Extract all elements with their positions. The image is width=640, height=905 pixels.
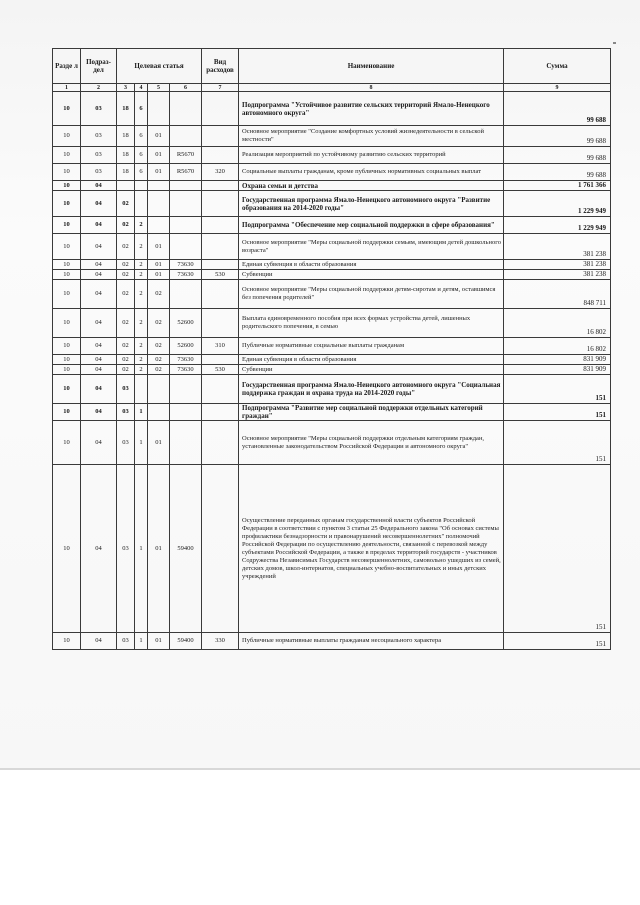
program-cell: 02 bbox=[117, 280, 135, 309]
direction-cell: 59400 bbox=[170, 633, 202, 650]
table-row bbox=[53, 404, 611, 421]
razdel-cell: 10 bbox=[53, 355, 81, 365]
podrazdel-cell: 04 bbox=[81, 375, 117, 404]
expense-type-cell bbox=[202, 147, 239, 164]
table-row bbox=[53, 270, 611, 280]
razdel-cell: 10 bbox=[53, 191, 81, 217]
podrazdel-cell: 04 bbox=[81, 421, 117, 465]
activity-cell: 02 bbox=[148, 355, 170, 365]
podrazdel-cell: 04 bbox=[81, 280, 117, 309]
scan-mark bbox=[613, 42, 616, 44]
program-cell: 02 bbox=[117, 309, 135, 338]
direction-cell: 73630 bbox=[170, 355, 202, 365]
activity-cell: 01 bbox=[148, 164, 170, 181]
name-cell: Охрана семьи и детства bbox=[239, 181, 504, 191]
podrazdel-cell: 03 bbox=[81, 92, 117, 126]
direction-cell: 52600 bbox=[170, 309, 202, 338]
sum-cell: 151 bbox=[504, 465, 611, 633]
sum-cell: 1 229 949 bbox=[504, 191, 611, 217]
podrazdel-cell: 04 bbox=[81, 355, 117, 365]
activity-cell: 01 bbox=[148, 421, 170, 465]
sum-cell: 1 229 949 bbox=[504, 217, 611, 234]
activity-cell bbox=[148, 404, 170, 421]
table-row bbox=[53, 191, 611, 217]
name-cell: Субвенции bbox=[239, 270, 504, 280]
expense-type-cell bbox=[202, 375, 239, 404]
col-number: 7 bbox=[202, 84, 239, 92]
expense-type-cell bbox=[202, 355, 239, 365]
sum-cell: 151 bbox=[504, 633, 611, 650]
program-cell: 18 bbox=[117, 147, 135, 164]
expense-type-cell bbox=[202, 260, 239, 270]
direction-cell: 59400 bbox=[170, 465, 202, 633]
expense-type-cell bbox=[202, 92, 239, 126]
direction-cell: R5670 bbox=[170, 164, 202, 181]
program-cell: 02 bbox=[117, 365, 135, 375]
expense-type-cell: 330 bbox=[202, 633, 239, 650]
direction-cell: R5670 bbox=[170, 147, 202, 164]
sum-cell: 151 bbox=[504, 375, 611, 404]
sum-cell: 381 238 bbox=[504, 260, 611, 270]
table-row bbox=[53, 181, 611, 191]
table-row bbox=[53, 633, 611, 650]
direction-cell: 73630 bbox=[170, 270, 202, 280]
expense-type-cell bbox=[202, 421, 239, 465]
podrazdel-cell: 03 bbox=[81, 126, 117, 147]
razdel-cell: 10 bbox=[53, 375, 81, 404]
direction-cell bbox=[170, 217, 202, 234]
subprogram-cell bbox=[135, 375, 148, 404]
col-number: 8 bbox=[239, 84, 504, 92]
name-cell: Субвенции bbox=[239, 365, 504, 375]
razdel-cell: 10 bbox=[53, 309, 81, 338]
razdel-cell: 10 bbox=[53, 181, 81, 191]
sum-cell: 381 238 bbox=[504, 234, 611, 260]
expense-type-cell bbox=[202, 280, 239, 309]
name-cell: Единая субвенция в области образования bbox=[239, 260, 504, 270]
razdel-cell: 10 bbox=[53, 147, 81, 164]
razdel-cell: 10 bbox=[53, 404, 81, 421]
table-row bbox=[53, 365, 611, 375]
table-row bbox=[53, 126, 611, 147]
expense-type-cell bbox=[202, 217, 239, 234]
activity-cell: 01 bbox=[148, 633, 170, 650]
subprogram-cell: 2 bbox=[135, 309, 148, 338]
name-cell: Основное мероприятие "Меры социальной поддержки детям-сиротам и детям, оставшимся без попечения родителей" bbox=[239, 280, 504, 309]
col-tselevaya-header: Целевая статья bbox=[117, 49, 202, 84]
direction-cell bbox=[170, 375, 202, 404]
name-cell: Государственная программа Ямало-Ненецкого автономного округа "Социальная поддержка граждан и охрана труда на 2014-2020 годы" bbox=[239, 375, 504, 404]
podrazdel-cell: 04 bbox=[81, 191, 117, 217]
activity-cell: 02 bbox=[148, 365, 170, 375]
activity-cell bbox=[148, 191, 170, 217]
direction-cell: 73630 bbox=[170, 260, 202, 270]
program-cell: 02 bbox=[117, 191, 135, 217]
podrazdel-cell: 04 bbox=[81, 338, 117, 355]
name-cell: Осуществление переданных органам государственной власти субъектов Российской Федерации в соответствии с пунктом 3 статьи 25 Федерального закона "Об основах системы профилактики безнадзорности и правонарушений несовершеннолетних" полномочий Российской Федерации по осуществлению деятельности, связанной с перевозкой между субъектами Российской Федерации, а также в пределах территорий государств - участников Содружества Независимых Государств несовершеннолетних, самовольно ушедших из семей, детских домов, школ-интернатов, специальных учебно-воспитательных и иных детских учреждений bbox=[239, 465, 504, 633]
sum-cell: 151 bbox=[504, 421, 611, 465]
razdel-cell: 10 bbox=[53, 421, 81, 465]
subprogram-cell: 2 bbox=[135, 355, 148, 365]
activity-cell: 01 bbox=[148, 260, 170, 270]
direction-cell bbox=[170, 421, 202, 465]
sum-cell: 831 909 bbox=[504, 355, 611, 365]
program-cell: 02 bbox=[117, 260, 135, 270]
subprogram-cell: 1 bbox=[135, 421, 148, 465]
name-cell: Подпрограмма "Развитие мер социальной поддержки отдельных категорий граждан" bbox=[239, 404, 504, 421]
col-number: 3 bbox=[117, 84, 135, 92]
direction-cell: 52600 bbox=[170, 338, 202, 355]
razdel-cell: 10 bbox=[53, 126, 81, 147]
razdel-cell: 10 bbox=[53, 217, 81, 234]
podrazdel-cell: 04 bbox=[81, 234, 117, 260]
table-row bbox=[53, 355, 611, 365]
subprogram-cell: 2 bbox=[135, 234, 148, 260]
header-row bbox=[53, 49, 611, 84]
podrazdel-cell: 04 bbox=[81, 270, 117, 280]
program-cell: 02 bbox=[117, 270, 135, 280]
expense-type-cell: 320 bbox=[202, 164, 239, 181]
program-cell: 03 bbox=[117, 633, 135, 650]
col-number: 2 bbox=[81, 84, 117, 92]
sum-cell: 16 802 bbox=[504, 309, 611, 338]
expense-type-cell bbox=[202, 404, 239, 421]
expense-type-cell bbox=[202, 126, 239, 147]
program-cell: 03 bbox=[117, 375, 135, 404]
col-number: 4 bbox=[135, 84, 148, 92]
razdel-cell: 10 bbox=[53, 465, 81, 633]
subprogram-cell: 2 bbox=[135, 365, 148, 375]
activity-cell bbox=[148, 375, 170, 404]
program-cell: 02 bbox=[117, 338, 135, 355]
subprogram-cell: 6 bbox=[135, 92, 148, 126]
col-vid-header: Вид расходов bbox=[202, 49, 239, 84]
direction-cell bbox=[170, 126, 202, 147]
expense-type-cell bbox=[202, 465, 239, 633]
expense-type-cell bbox=[202, 191, 239, 217]
podrazdel-cell: 04 bbox=[81, 181, 117, 191]
col-podrazdel-header: Подраз-дел bbox=[81, 49, 117, 84]
name-cell: Реализация мероприятий по устойчивому развитию сельских территорий bbox=[239, 147, 504, 164]
activity-cell bbox=[148, 181, 170, 191]
subprogram-cell bbox=[135, 191, 148, 217]
table-row bbox=[53, 260, 611, 270]
subprogram-cell: 2 bbox=[135, 280, 148, 309]
expense-type-cell: 530 bbox=[202, 365, 239, 375]
sum-cell: 151 bbox=[504, 404, 611, 421]
expense-type-cell bbox=[202, 309, 239, 338]
expense-type-cell: 530 bbox=[202, 270, 239, 280]
table-row bbox=[53, 234, 611, 260]
sum-cell: 381 238 bbox=[504, 270, 611, 280]
razdel-cell: 10 bbox=[53, 365, 81, 375]
col-number: 1 bbox=[53, 84, 81, 92]
sum-cell: 99 688 bbox=[504, 126, 611, 147]
col-number: 5 bbox=[148, 84, 170, 92]
activity-cell bbox=[148, 217, 170, 234]
podrazdel-cell: 04 bbox=[81, 217, 117, 234]
activity-cell: 01 bbox=[148, 126, 170, 147]
activity-cell: 01 bbox=[148, 234, 170, 260]
podrazdel-cell: 04 bbox=[81, 633, 117, 650]
col-razdel-header: Разде л bbox=[53, 49, 81, 84]
table-row bbox=[53, 309, 611, 338]
sum-cell: 16 802 bbox=[504, 338, 611, 355]
razdel-cell: 10 bbox=[53, 633, 81, 650]
table-row bbox=[53, 147, 611, 164]
table-row bbox=[53, 92, 611, 126]
sum-cell: 1 761 366 bbox=[504, 181, 611, 191]
table-row bbox=[53, 164, 611, 181]
podrazdel-cell: 04 bbox=[81, 465, 117, 633]
program-cell: 02 bbox=[117, 217, 135, 234]
subprogram-cell: 1 bbox=[135, 404, 148, 421]
direction-cell bbox=[170, 234, 202, 260]
table-row bbox=[53, 280, 611, 309]
sum-cell: 99 688 bbox=[504, 147, 611, 164]
name-cell: Государственная программа Ямало-Ненецкого автономного округа "Развитие образования на 2014-2020 годы" bbox=[239, 191, 504, 217]
subprogram-cell bbox=[135, 181, 148, 191]
program-cell: 18 bbox=[117, 92, 135, 126]
razdel-cell: 10 bbox=[53, 270, 81, 280]
name-cell: Основное мероприятие "Создание комфортных условий жизнедеятельности в сельской местности" bbox=[239, 126, 504, 147]
activity-cell: 01 bbox=[148, 465, 170, 633]
activity-cell: 02 bbox=[148, 309, 170, 338]
program-cell: 02 bbox=[117, 355, 135, 365]
expense-type-cell bbox=[202, 234, 239, 260]
name-cell: Публичные нормативные социальные выплаты гражданам bbox=[239, 338, 504, 355]
subprogram-cell: 2 bbox=[135, 217, 148, 234]
col-number: 6 bbox=[170, 84, 202, 92]
name-cell: Единая субвенция в области образования bbox=[239, 355, 504, 365]
name-cell: Подпрограмма "Устойчивое развитие сельских территорий Ямало-Ненецкого автономного округа" bbox=[239, 92, 504, 126]
sum-cell: 831 909 bbox=[504, 365, 611, 375]
name-cell: Основное мероприятие "Меры социальной поддержки семьям, имеющим детей дошкольного возраста" bbox=[239, 234, 504, 260]
subprogram-cell: 1 bbox=[135, 465, 148, 633]
podrazdel-cell: 03 bbox=[81, 147, 117, 164]
name-cell: Выплата единовременного пособия при всех формах устройства детей, лишенных родительского попечения, в семью bbox=[239, 309, 504, 338]
subprogram-cell: 6 bbox=[135, 164, 148, 181]
program-cell: 18 bbox=[117, 164, 135, 181]
podrazdel-cell: 04 bbox=[81, 404, 117, 421]
table-row bbox=[53, 338, 611, 355]
program-cell: 03 bbox=[117, 404, 135, 421]
podrazdel-cell: 04 bbox=[81, 260, 117, 270]
table-row bbox=[53, 421, 611, 465]
col-number: 9 bbox=[504, 84, 611, 92]
col-name-header: Наименование bbox=[239, 49, 504, 84]
program-cell: 18 bbox=[117, 126, 135, 147]
col-sum-header: Сумма bbox=[504, 49, 611, 84]
table-row bbox=[53, 465, 611, 633]
direction-cell bbox=[170, 404, 202, 421]
razdel-cell: 10 bbox=[53, 338, 81, 355]
activity-cell bbox=[148, 92, 170, 126]
sum-cell: 848 711 bbox=[504, 280, 611, 309]
expense-type-cell: 310 bbox=[202, 338, 239, 355]
subprogram-cell: 2 bbox=[135, 270, 148, 280]
razdel-cell: 10 bbox=[53, 92, 81, 126]
column-numbers-row bbox=[53, 84, 611, 92]
program-cell: 03 bbox=[117, 465, 135, 633]
podrazdel-cell: 04 bbox=[81, 309, 117, 338]
podrazdel-cell: 04 bbox=[81, 365, 117, 375]
sum-cell: 99 688 bbox=[504, 164, 611, 181]
direction-cell bbox=[170, 191, 202, 217]
razdel-cell: 10 bbox=[53, 280, 81, 309]
podrazdel-cell: 03 bbox=[81, 164, 117, 181]
budget-table bbox=[52, 48, 611, 650]
activity-cell: 02 bbox=[148, 280, 170, 309]
activity-cell: 02 bbox=[148, 338, 170, 355]
razdel-cell: 10 bbox=[53, 234, 81, 260]
name-cell: Основное мероприятие "Меры социальной поддержки отдельным категориям граждан, установленные законодательством Российской Федерации и автономного округа" bbox=[239, 421, 504, 465]
direction-cell bbox=[170, 92, 202, 126]
activity-cell: 01 bbox=[148, 147, 170, 164]
program-cell: 02 bbox=[117, 234, 135, 260]
razdel-cell: 10 bbox=[53, 260, 81, 270]
razdel-cell: 10 bbox=[53, 164, 81, 181]
activity-cell: 01 bbox=[148, 270, 170, 280]
table-row bbox=[53, 217, 611, 234]
name-cell: Подпрограмма "Обеспечение мер социальной поддержки в сфере образования" bbox=[239, 217, 504, 234]
subprogram-cell: 1 bbox=[135, 633, 148, 650]
name-cell: Публичные нормативные выплаты гражданам несоциального характера bbox=[239, 633, 504, 650]
direction-cell bbox=[170, 280, 202, 309]
subprogram-cell: 6 bbox=[135, 147, 148, 164]
program-cell bbox=[117, 181, 135, 191]
direction-cell bbox=[170, 181, 202, 191]
subprogram-cell: 2 bbox=[135, 338, 148, 355]
table-row bbox=[53, 375, 611, 404]
subprogram-cell: 2 bbox=[135, 260, 148, 270]
page-edge bbox=[0, 768, 640, 770]
name-cell: Социальные выплаты гражданам, кроме публичных нормативных социальных выплат bbox=[239, 164, 504, 181]
sum-cell: 99 688 bbox=[504, 92, 611, 126]
subprogram-cell: 6 bbox=[135, 126, 148, 147]
program-cell: 03 bbox=[117, 421, 135, 465]
expense-type-cell bbox=[202, 181, 239, 191]
direction-cell: 73630 bbox=[170, 365, 202, 375]
